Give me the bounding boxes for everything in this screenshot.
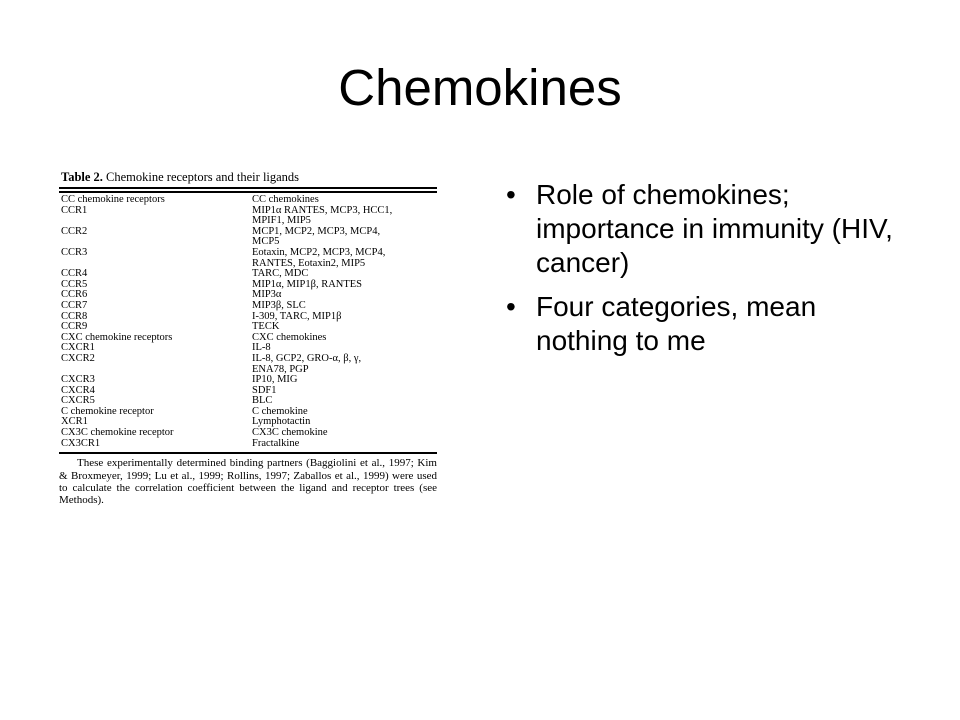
receptor-cell [59, 237, 250, 248]
table-top-rule [59, 187, 437, 189]
ligand-cell: TARC, MDC [252, 268, 309, 280]
table-row [59, 365, 437, 376]
receptor-cell: CCR3 [61, 246, 88, 258]
table-caption-label: Table 2. [61, 170, 103, 184]
receptor-cell: CXCR2 [61, 352, 95, 364]
table-row [59, 312, 437, 323]
ligand-cell: IL-8 [252, 342, 271, 354]
table-row [59, 333, 437, 344]
receptor-cell: CX3C chemokine receptor [61, 427, 174, 439]
table-row [59, 375, 437, 386]
ligand-cell: IL-8, GCP2, GRO-α, β, γ, [252, 352, 362, 364]
receptor-cell: CCR9 [61, 321, 88, 333]
table-row [59, 428, 437, 439]
table-footnote: These experimentally determined binding partners (Baggiolini et al., 1997; Kim & Broxmeyer, 1999; Lu et al., 1999; Rollins, 1997; Zaballos et al., 1999) were used to calculate the correlation coefficient between the ligand and receptor trees (see Methods). [59, 457, 437, 507]
table-row [59, 216, 437, 227]
table-row [59, 269, 437, 280]
bullet-marker-icon: • [506, 179, 516, 210]
table-row [59, 193, 437, 206]
ligand-cell: RANTES, Eotaxin2, MIP5 [252, 257, 366, 269]
table-body [59, 193, 437, 449]
receptor-cell: CCR6 [61, 289, 88, 301]
receptor-cell: CXCR5 [61, 395, 95, 407]
ligand-cell: MIP3α [252, 289, 282, 301]
receptor-cell [59, 259, 250, 270]
receptor-cell: CXCR1 [61, 342, 95, 354]
receptor-cell: CCR5 [61, 278, 88, 290]
receptor-cell [59, 216, 250, 227]
ligand-cell: MIP1α RANTES, MCP3, HCC1, [252, 204, 393, 216]
table-row [59, 354, 437, 365]
ligand-cell: CXC chemokines [252, 331, 327, 343]
bullet-text: Role of chemokines; importance in immunity (HIV, cancer) [536, 179, 893, 278]
ligand-cell: Eotaxin, MCP2, MCP3, MCP4, [252, 246, 386, 258]
table-row [59, 386, 437, 397]
ligand-cell: Lymphotactin [252, 416, 311, 428]
table-bottom-rule [59, 452, 437, 454]
bullet-text: Four categories, mean nothing to me [536, 291, 817, 356]
ligand-cell: BLC [252, 395, 273, 407]
receptor-cell: CC chemokine receptors [61, 194, 165, 205]
ligand-cell: C chemokine [252, 405, 308, 417]
receptor-cell: CCR2 [61, 225, 88, 237]
receptor-ligand-table [59, 193, 437, 449]
bullet-item [500, 178, 900, 280]
ligand-cell: MCP1, MCP2, MCP3, MCP4, [252, 225, 381, 237]
ligand-cell: CC chemokines [252, 194, 319, 205]
ligand-cell: Fractalkine [252, 437, 300, 449]
table-row [59, 227, 437, 238]
table-row [59, 290, 437, 301]
receptor-cell: CXCR3 [61, 374, 95, 386]
table-caption-text: Chemokine receptors and their ligands [106, 170, 300, 184]
ligand-cell: MIP1α, MIP1β, RANTES [252, 278, 363, 290]
bullet-item [500, 290, 900, 358]
receptor-cell: C chemokine receptor [61, 405, 154, 417]
receptor-cell: XCR1 [61, 416, 88, 428]
table-caption [61, 170, 437, 184]
table-row [59, 439, 437, 450]
table-row [59, 259, 437, 270]
table-row [59, 280, 437, 291]
table-row [59, 407, 437, 418]
ligand-cell: CX3C chemokine [252, 427, 328, 439]
chemokine-table-figure [59, 170, 437, 507]
receptor-cell: CCR7 [61, 299, 88, 311]
receptor-cell: CCR1 [61, 204, 88, 216]
table-row [59, 248, 437, 259]
bullet-list [500, 178, 900, 368]
table-row [59, 301, 437, 312]
receptor-cell: CXC chemokine receptors [61, 331, 173, 343]
ligand-cell: ENA78, PGP [252, 363, 309, 375]
ligand-cell: MCP5 [252, 236, 280, 248]
ligand-cell: SDF1 [252, 384, 277, 396]
slide-title: Chemokines [338, 59, 622, 116]
receptor-cell: CX3CR1 [61, 437, 101, 449]
ligand-cell: MIP3β, SLC [252, 299, 306, 311]
ligand-cell: I-309, TARC, MIP1β [252, 310, 342, 322]
receptor-cell: CCR4 [61, 268, 88, 280]
table-row [59, 343, 437, 354]
ligand-cell: IP10, MIG [252, 374, 298, 386]
ligand-cell: TECK [252, 321, 280, 333]
table-row [59, 206, 437, 217]
bullet-marker-icon: • [506, 291, 516, 322]
ligand-cell: MPIF1, MIP5 [252, 215, 311, 227]
receptor-cell: CXCR4 [61, 384, 95, 396]
receptor-cell: CCR8 [61, 310, 88, 322]
